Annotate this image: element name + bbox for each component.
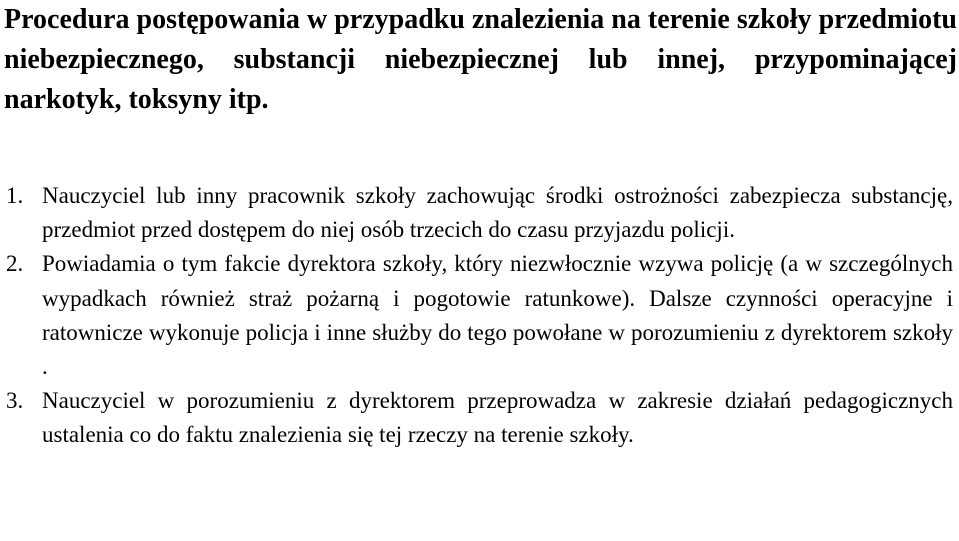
step-number: 2. [6, 251, 24, 277]
step-text: Nauczyciel lub inny pracownik szkoły zachowując środki ostrożności zabezpiecza substancję, przedmiot przed dostępem do niej osób trzecich do czasu przyjazdu policji. [42, 183, 953, 243]
procedure-title: Procedura postępowania w przypadku znalezienia na terenie szkoły przedmiotu niebezpiecznego, substancji niebezpiecznej lub innej, przypominającej narkotyk, toksyny itp. [4, 4, 957, 115]
procedure-steps [6, 179, 953, 453]
step-text: Nauczyciel w porozumieniu z dyrektorem przeprowadza w zakresie działań pedagogicznych ustalenia co do faktu znalezienia się tej rzeczy na terenie szkoły. [42, 388, 953, 448]
step-text: Powiadamia o tym fakcie dyrektora szkoły, który niezwłocznie wzywa policję (a w szczególnych wypadkach również straż pożarną i pogotowie ratunkowe). Dalsze czynności operacyjne i ratownicze wykonuje policja i inne służby do tego powołane w porozumieniu z dyrektorem szkoły . [42, 251, 953, 380]
step-number: 1. [6, 183, 24, 208]
step-number: 3. [6, 388, 24, 414]
procedure-step-3 [6, 384, 953, 452]
procedure-step-1 [6, 179, 953, 247]
procedure-step-2 [6, 247, 953, 384]
